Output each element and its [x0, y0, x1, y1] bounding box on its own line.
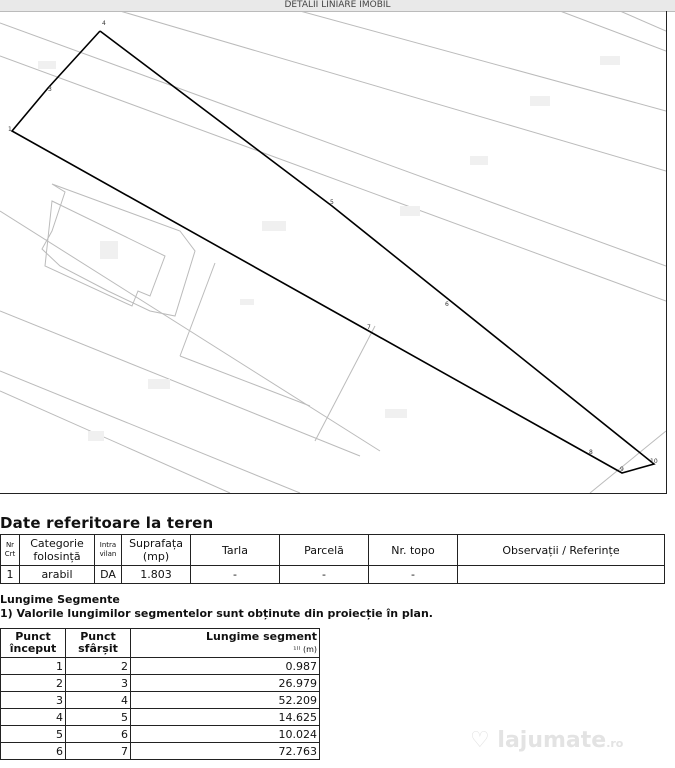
cell-length: 14.625 — [131, 709, 320, 726]
cell-end: 7 — [66, 743, 131, 760]
cell-nr: 1 — [1, 566, 20, 584]
header-length: Lungime segment — [206, 629, 317, 643]
point-label: 8 — [589, 449, 593, 456]
table-row — [1, 675, 320, 692]
segments-table — [0, 628, 320, 760]
cell-end: 4 — [66, 692, 131, 709]
segments-note: 1) Valorile lungimilor segmentelor sunt obținute din proiecție în plan. — [0, 607, 433, 620]
cell-categorie: arabil — [20, 566, 95, 584]
cell-end: 2 — [66, 658, 131, 675]
cell-start: 1 — [1, 658, 66, 675]
cell-length: 26.979 — [131, 675, 320, 692]
cadastral-map — [0, 11, 667, 494]
header-mp: (mp) — [142, 550, 170, 563]
cell-start: 6 — [1, 743, 66, 760]
cell-parcela: - — [280, 566, 369, 584]
point-label: 10 — [650, 458, 658, 465]
header-nr: Nr — [5, 541, 15, 549]
header-nr-topo: Nr. topo — [369, 535, 458, 566]
cell-length: 10.024 — [131, 726, 320, 743]
point-label: 3 — [48, 86, 52, 93]
map-drawing — [0, 11, 666, 493]
table-row — [1, 726, 320, 743]
table-row — [1, 743, 320, 760]
cell-nr-topo: - — [369, 566, 458, 584]
watermark-logo — [470, 728, 623, 753]
header-vilan: vilan — [99, 550, 117, 558]
heart-icon: ♡ — [470, 728, 490, 753]
point-label: 5 — [330, 199, 334, 206]
header-end1: Punct — [80, 630, 116, 643]
header-start1: Punct — [15, 630, 51, 643]
cell-length: 0.987 — [131, 658, 320, 675]
cell-end: 3 — [66, 675, 131, 692]
cell-tarla: - — [191, 566, 280, 584]
cell-suprafata: 1.803 — [122, 566, 191, 584]
cell-end: 6 — [66, 726, 131, 743]
header-folosinta: folosință — [33, 550, 81, 563]
cell-length: 72.763 — [131, 743, 320, 760]
point-label: 6 — [445, 301, 449, 308]
segments-table-header — [1, 629, 320, 658]
watermark-tld: .ro — [606, 737, 624, 750]
background-parcels — [0, 11, 666, 493]
header-observatii: Observații / Referințe — [458, 535, 665, 566]
table-row — [1, 658, 320, 675]
cell-start: 2 — [1, 675, 66, 692]
cell-end: 5 — [66, 709, 131, 726]
table-row — [1, 566, 665, 584]
segments-title: Lungime Segmente — [0, 593, 120, 606]
point-label: 1 — [8, 126, 12, 133]
blurred-labels — [38, 56, 620, 441]
header-categorie: Categorie — [30, 537, 84, 550]
cell-start: 3 — [1, 692, 66, 709]
point-label: 4 — [102, 20, 106, 27]
cell-start: 5 — [1, 726, 66, 743]
header-intra: Intra — [99, 541, 117, 549]
land-section-title: Date referitoare la teren — [0, 514, 214, 532]
header-end2: sfârșit — [78, 642, 118, 655]
point-label: 7 — [367, 324, 371, 331]
table-row — [1, 709, 320, 726]
header-length-unit: ¹⁾⁾ (m) — [293, 644, 317, 654]
cell-intravilan: DA — [95, 566, 122, 584]
map-title: DETALII LINIARE IMOBIL — [284, 0, 391, 10]
watermark-brand: lajumate — [497, 728, 607, 753]
header-crt: Crt — [4, 550, 16, 558]
land-table — [0, 534, 665, 584]
header-suprafata: Suprafața — [129, 537, 183, 550]
cell-observatii — [458, 566, 665, 584]
point-label: 9 — [620, 466, 624, 473]
table-row — [1, 692, 320, 709]
cell-start: 4 — [1, 709, 66, 726]
cell-length: 52.209 — [131, 692, 320, 709]
header-parcela: Parcelă — [280, 535, 369, 566]
header-tarla: Tarla — [191, 535, 280, 566]
header-start2: început — [9, 642, 57, 655]
land-table-header — [1, 535, 665, 566]
